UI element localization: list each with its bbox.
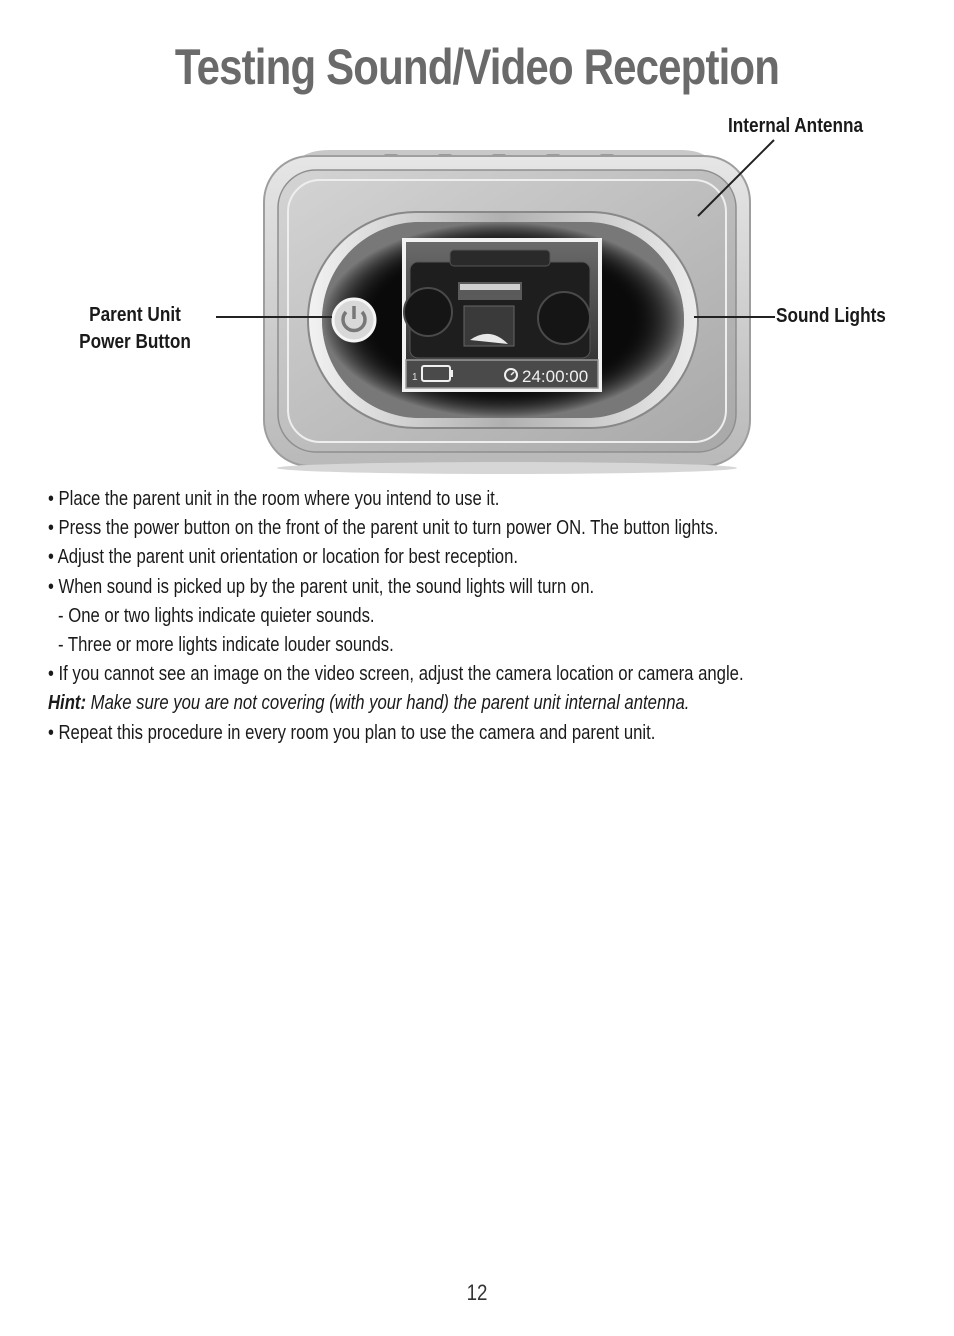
hint-text: Make sure you are not covering (with your hand) the parent unit internal antenna. xyxy=(86,692,690,715)
timer-readout: 24:00:00 xyxy=(522,367,589,386)
power-label-line1: Parent Unit xyxy=(89,304,181,326)
power-button[interactable] xyxy=(333,299,375,341)
page-title: Testing Sound/Video Reception xyxy=(174,39,780,95)
internal-antenna-label: Internal Antenna xyxy=(728,115,864,137)
bullet-item: • Repeat this procedure in every room you plan to use the camera and parent unit. xyxy=(48,721,656,744)
bullet-item: • Adjust the parent unit orientation or location for best reception. xyxy=(48,546,519,569)
hint-label: Hint: xyxy=(48,692,87,715)
power-button-label xyxy=(62,302,208,356)
bullet-item: • Press the power button on the front of the parent unit to turn power ON. The button lights. xyxy=(48,517,719,540)
page-number: 12 xyxy=(466,1280,488,1305)
bullet-item: • Place the parent unit in the room where you intend to use it. xyxy=(48,488,500,510)
bullet-item: • If you cannot see an image on the video screen, adjust the camera location or camera angle. xyxy=(48,663,744,686)
bullet-item: • When sound is picked up by the parent unit, the sound lights will turn on. xyxy=(48,575,595,598)
sound-lights-label: Sound Lights xyxy=(776,305,886,327)
channel-number: 1 xyxy=(412,372,418,383)
sub-item: - One or two lights indicate quieter sounds. xyxy=(58,604,375,627)
power-label-line2: Power Button xyxy=(79,331,191,353)
instructions xyxy=(48,485,800,748)
sub-item: - Three or more lights indicate louder sounds. xyxy=(58,634,394,657)
hint-line xyxy=(48,689,800,718)
